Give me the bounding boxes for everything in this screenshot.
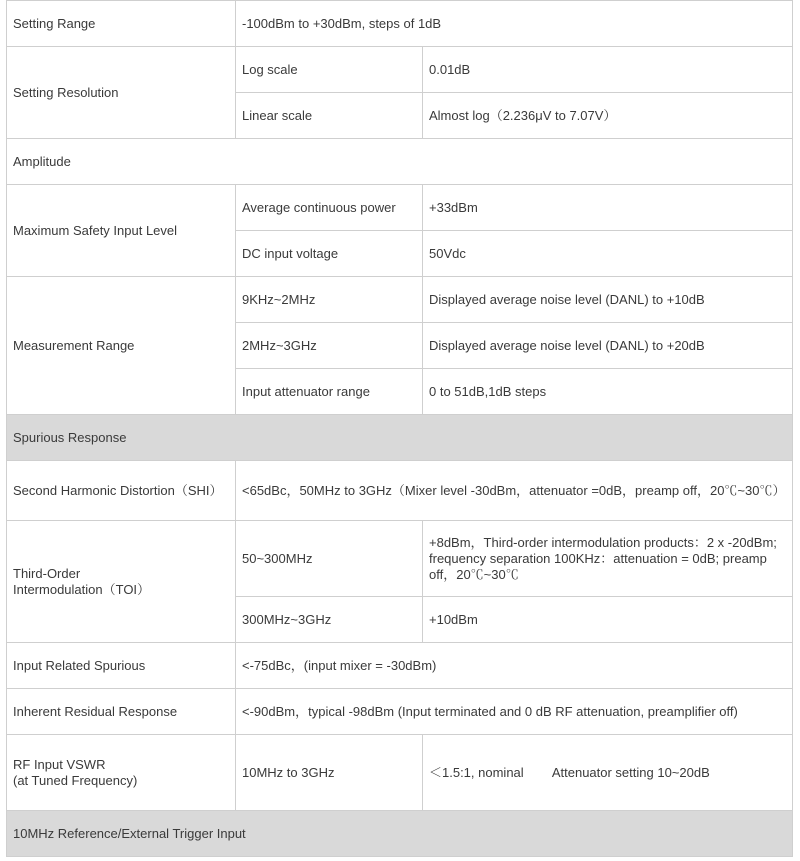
sub-label: 9KHz~2MHz xyxy=(236,277,423,323)
sub-value: ＜1.5:1, nominal Attenuator setting 10~20dB xyxy=(423,735,793,811)
section-label: Amplitude xyxy=(7,139,793,185)
sub-label: 50~300MHz xyxy=(236,521,423,597)
row-value: <-75dBc，(input mixer = -30dBm) xyxy=(236,643,793,689)
sub-value: +33dBm xyxy=(423,185,793,231)
spec-table xyxy=(6,0,793,857)
row-label xyxy=(7,521,236,643)
row-max-safety xyxy=(7,185,793,231)
row-label-line: Third-Order xyxy=(13,565,81,581)
sub-label: 2MHz~3GHz xyxy=(236,323,423,369)
row-label: Measurement Range xyxy=(7,277,236,415)
row-label: Setting Range xyxy=(7,1,236,47)
row-value: <-90dBm，typical -98dBm (Input terminated and 0 dB RF attenuation, preamplifier off) xyxy=(236,689,793,735)
row-vswr xyxy=(7,735,793,811)
row-label: Maximum Safety Input Level xyxy=(7,185,236,277)
row-spurious-header xyxy=(7,415,793,461)
sub-value: Displayed average noise level (DANL) to +20dB xyxy=(423,323,793,369)
row-input-related xyxy=(7,643,793,689)
sub-label: 10MHz to 3GHz xyxy=(236,735,423,811)
sub-label: Linear scale xyxy=(236,93,423,139)
section-header: Spurious Response xyxy=(7,415,793,461)
sub-label: Input attenuator range xyxy=(236,369,423,415)
row-amplitude xyxy=(7,139,793,185)
sub-value: +10dBm xyxy=(423,597,793,643)
section-header: 10MHz Reference/External Trigger Input xyxy=(7,811,793,857)
sub-value: Displayed average noise level (DANL) to +10dB xyxy=(423,277,793,323)
sub-label: Average continuous power xyxy=(236,185,423,231)
row-label xyxy=(7,735,236,811)
row-measurement-range xyxy=(7,277,793,323)
row-value: -100dBm to +30dBm, steps of 1dB xyxy=(236,1,793,47)
sub-value: 0.01dB xyxy=(423,47,793,93)
row-label-line: RF Input VSWR xyxy=(13,756,106,772)
row-setting-range xyxy=(7,1,793,47)
row-label: Setting Resolution xyxy=(7,47,236,139)
sub-value: 50Vdc xyxy=(423,231,793,277)
sub-value: +8dBm，Third-order intermodulation products：2 x -20dBm; frequency separation 100KHz：attenuation = 0dB; preamp off，20℃~30℃ xyxy=(423,521,793,597)
row-setting-resolution xyxy=(7,47,793,93)
row-toi xyxy=(7,521,793,597)
sub-value: 0 to 51dB,1dB steps xyxy=(423,369,793,415)
row-label: Input Related Spurious xyxy=(7,643,236,689)
row-label-line: (at Tuned Frequency) xyxy=(13,772,138,788)
row-label: Inherent Residual Response xyxy=(7,689,236,735)
row-inherent xyxy=(7,689,793,735)
row-label: Second Harmonic Distortion（SHI） xyxy=(7,461,236,521)
row-ref-header xyxy=(7,811,793,857)
row-label-line: Intermodulation（TOI） xyxy=(13,581,151,597)
sub-label: 300MHz~3GHz xyxy=(236,597,423,643)
row-shi xyxy=(7,461,793,521)
sub-value: Almost log（2.236μV to 7.07V） xyxy=(423,93,793,139)
row-value: <65dBc，50MHz to 3GHz（Mixer level -30dBm，attenuator =0dB，preamp off，20℃~30℃） xyxy=(236,461,793,521)
sub-label: DC input voltage xyxy=(236,231,423,277)
sub-label: Log scale xyxy=(236,47,423,93)
